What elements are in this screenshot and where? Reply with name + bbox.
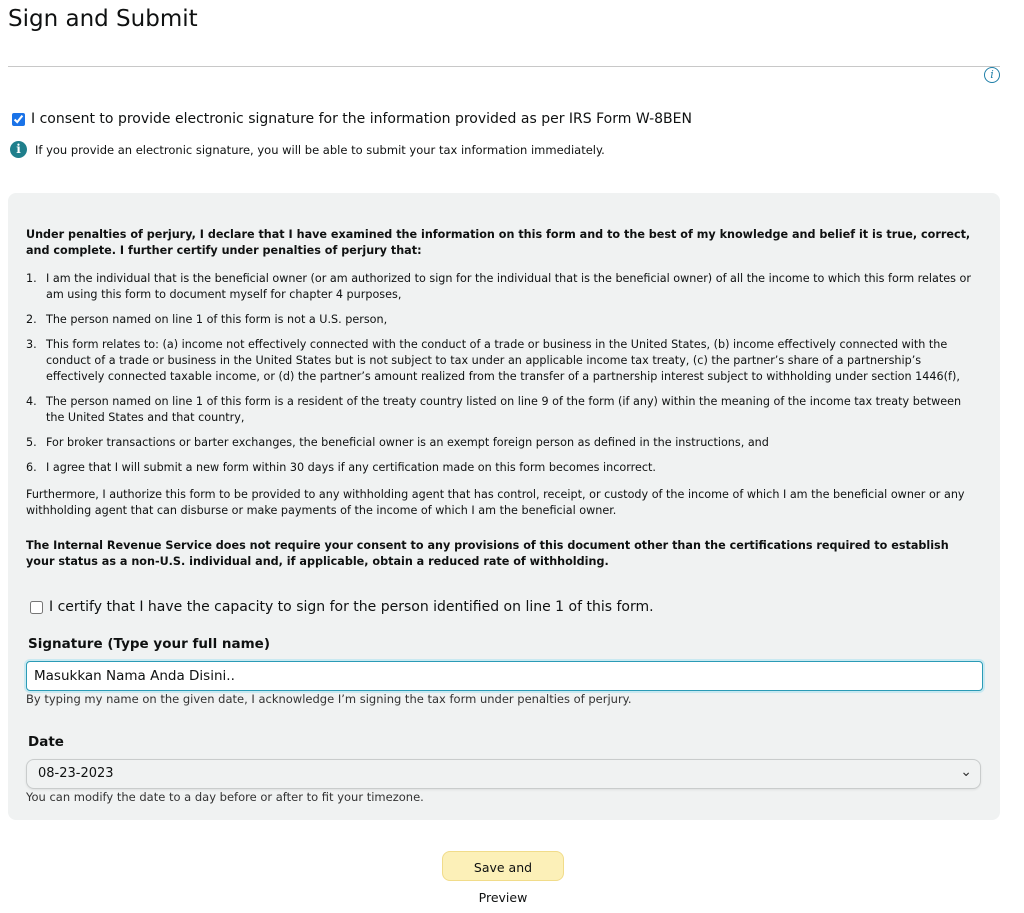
declaration-intro: Under penalties of perjury, I declare that I have examined the information on this form and to the best of my knowledge and belief it is true, correct, and complete. I further certify under penalties of perjury that: xyxy=(26,228,971,257)
info-alert xyxy=(10,141,605,158)
list-item: 1. I am the individual that is the beneficial owner (or am authorized to sign for the individual that is the beneficial owner) of all the income to which this form relates or am using this form to document myself for chapter 4 purposes, xyxy=(26,272,971,301)
date-value: 08-23-2023 xyxy=(38,766,114,781)
page-title: Sign and Submit xyxy=(8,6,198,32)
irs-note: The Internal Revenue Service does not require your consent to any provisions of this document other than the certifications required to establish your status as a non-U.S. individual and, if applicable, obtain a reduced rate of withholding. xyxy=(26,539,949,568)
certify-label: I certify that I have the capacity to sign for the person identified on line 1 of this form. xyxy=(49,599,654,615)
list-item: 5. For broker transactions or barter exchanges, the beneficial owner is an exempt foreign person as defined in the instructions, and xyxy=(26,436,769,449)
signature-label: Signature (Type your full name) xyxy=(28,636,271,652)
furthermore-paragraph: Furthermore, I authorize this form to be provided to any withholding agent that has control, receipt, or custody of the income of which I am the beneficial owner or any withholding agent that can disburse or make payments of the income of which I am the beneficial owner. xyxy=(26,488,965,517)
info-icon: i xyxy=(10,141,27,158)
list-item: 6. I agree that I will submit a new form within 30 days if any certification made on this form becomes incorrect. xyxy=(26,461,656,474)
list-item: 2. The person named on line 1 of this form is not a U.S. person, xyxy=(26,313,388,326)
certification-list xyxy=(26,271,981,485)
info-icon[interactable]: i xyxy=(984,67,1000,83)
certify-checkbox[interactable] xyxy=(30,601,43,614)
signature-input[interactable] xyxy=(26,661,983,691)
date-label: Date xyxy=(28,734,64,750)
list-item: 3. This form relates to: (a) income not effectively connected with the conduct of a trade or business in the United States, (b) income effectively connected with the conduct of a trade or business in the United States but is not subject to tax under an applicable income tax treaty, (c) the partner’s share of a partnership’s effectively connected taxable income, or (d) the partner’s amount realized from the transfer of a partnership interest subject to withholding under section 1446(f), xyxy=(26,338,960,383)
chevron-down-icon: ⌄ xyxy=(960,764,972,780)
signature-help: By typing my name on the given date, I acknowledge I’m signing the tax form under penalties of perjury. xyxy=(26,692,632,706)
list-item: 4. The person named on line 1 of this form is a resident of the treaty country listed on line 9 of the form (if any) within the meaning of the income tax treaty between the United States and that country, xyxy=(26,395,962,424)
date-help: You can modify the date to a day before or after to fit your timezone. xyxy=(26,790,424,804)
save-and-preview-button[interactable]: Save and Preview xyxy=(442,851,564,881)
date-select[interactable] xyxy=(26,759,981,789)
certify-checkbox-row[interactable] xyxy=(30,599,654,615)
info-alert-text: If you provide an electronic signature, you will be able to submit your tax information immediately. xyxy=(35,142,605,157)
title-divider xyxy=(8,66,1000,67)
consent-label: I consent to provide electronic signature for the information provided as per IRS Form W-8BEN xyxy=(31,111,692,127)
consent-checkbox-row[interactable] xyxy=(10,111,692,127)
consent-checkbox[interactable] xyxy=(12,113,25,126)
certification-panel xyxy=(8,193,1000,820)
